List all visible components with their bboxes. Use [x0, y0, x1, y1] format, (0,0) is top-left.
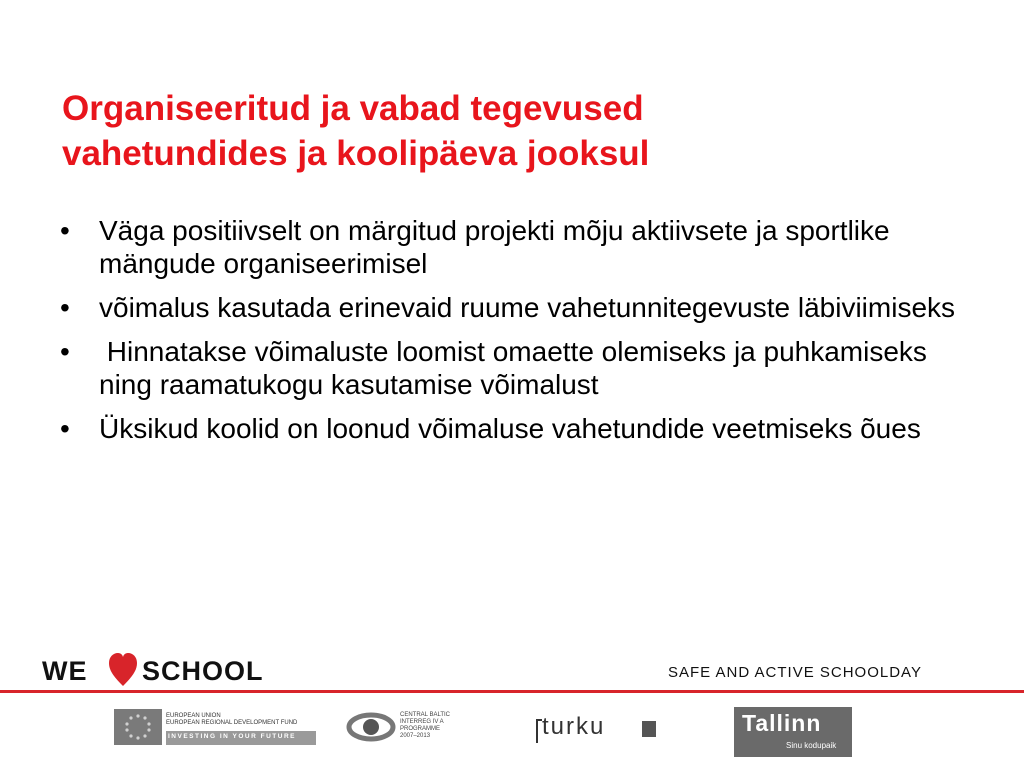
bullet-symbol: • [60, 215, 70, 246]
bullet-text: võimalus kasutada erinevaid ruume vahetunnitegevuste läbiviimiseks [99, 292, 956, 323]
eu-flag-icon [114, 709, 162, 745]
central-baltic-text: CENTRAL BALTIC INTERREG IV A PROGRAMME 2007–2013 [400, 712, 451, 739]
footer-divider [0, 690, 1024, 693]
central-baltic-emblem-icon [346, 707, 396, 752]
slide-title-line-1: Organiseeritud ja vabad tegevused [62, 89, 644, 128]
footer-tagline: SAFE AND ACTIVE SCHOOLDAY [668, 664, 922, 681]
eu-logo [114, 703, 318, 753]
central-baltic-logo [346, 703, 466, 753]
bullet-text: Üksikud koolid on loonud võimaluse vahetundide veetmiseks õues [99, 413, 921, 444]
turku-logo [536, 703, 666, 753]
tallinn-text: Tallinn [742, 710, 822, 736]
bullet-symbol: • [60, 413, 70, 444]
eu-fund-text: EUROPEAN UNION EUROPEAN REGIONAL DEVELOPMENT FUND [166, 713, 298, 726]
bullet-symbol: • [60, 292, 70, 323]
tallinn-subtitle: Sinu kodupaik [786, 741, 837, 750]
logo-school-text: SCHOOL [142, 656, 264, 686]
logo-we-text: WE [42, 656, 88, 686]
bullet-symbol: • [60, 336, 70, 367]
turku-crest-icon [642, 721, 656, 737]
bullet-item [58, 214, 978, 280]
bullet-item [58, 412, 978, 445]
slide-title [62, 86, 962, 176]
bullet-list [58, 214, 978, 456]
turku-text: turku [542, 713, 606, 740]
eu-invest-text: INVESTING IN YOUR FUTURE [168, 733, 296, 740]
heart-icon [108, 652, 138, 695]
bullet-text: Hinnatakse võimaluste loomist omaette olemiseks ja puhkamiseks ning raamatukogu kasutamise võimalust [99, 336, 935, 400]
bullet-item [58, 291, 978, 324]
bullet-text: Väga positiivselt on märgitud projekti mõju aktiivsete ja sportlike mängude organiseerimisel [99, 215, 890, 279]
bullet-item [58, 335, 978, 401]
slide-title-line-2: vahetundides ja koolipäeva jooksul [62, 134, 650, 173]
tallinn-logo [734, 703, 852, 753]
